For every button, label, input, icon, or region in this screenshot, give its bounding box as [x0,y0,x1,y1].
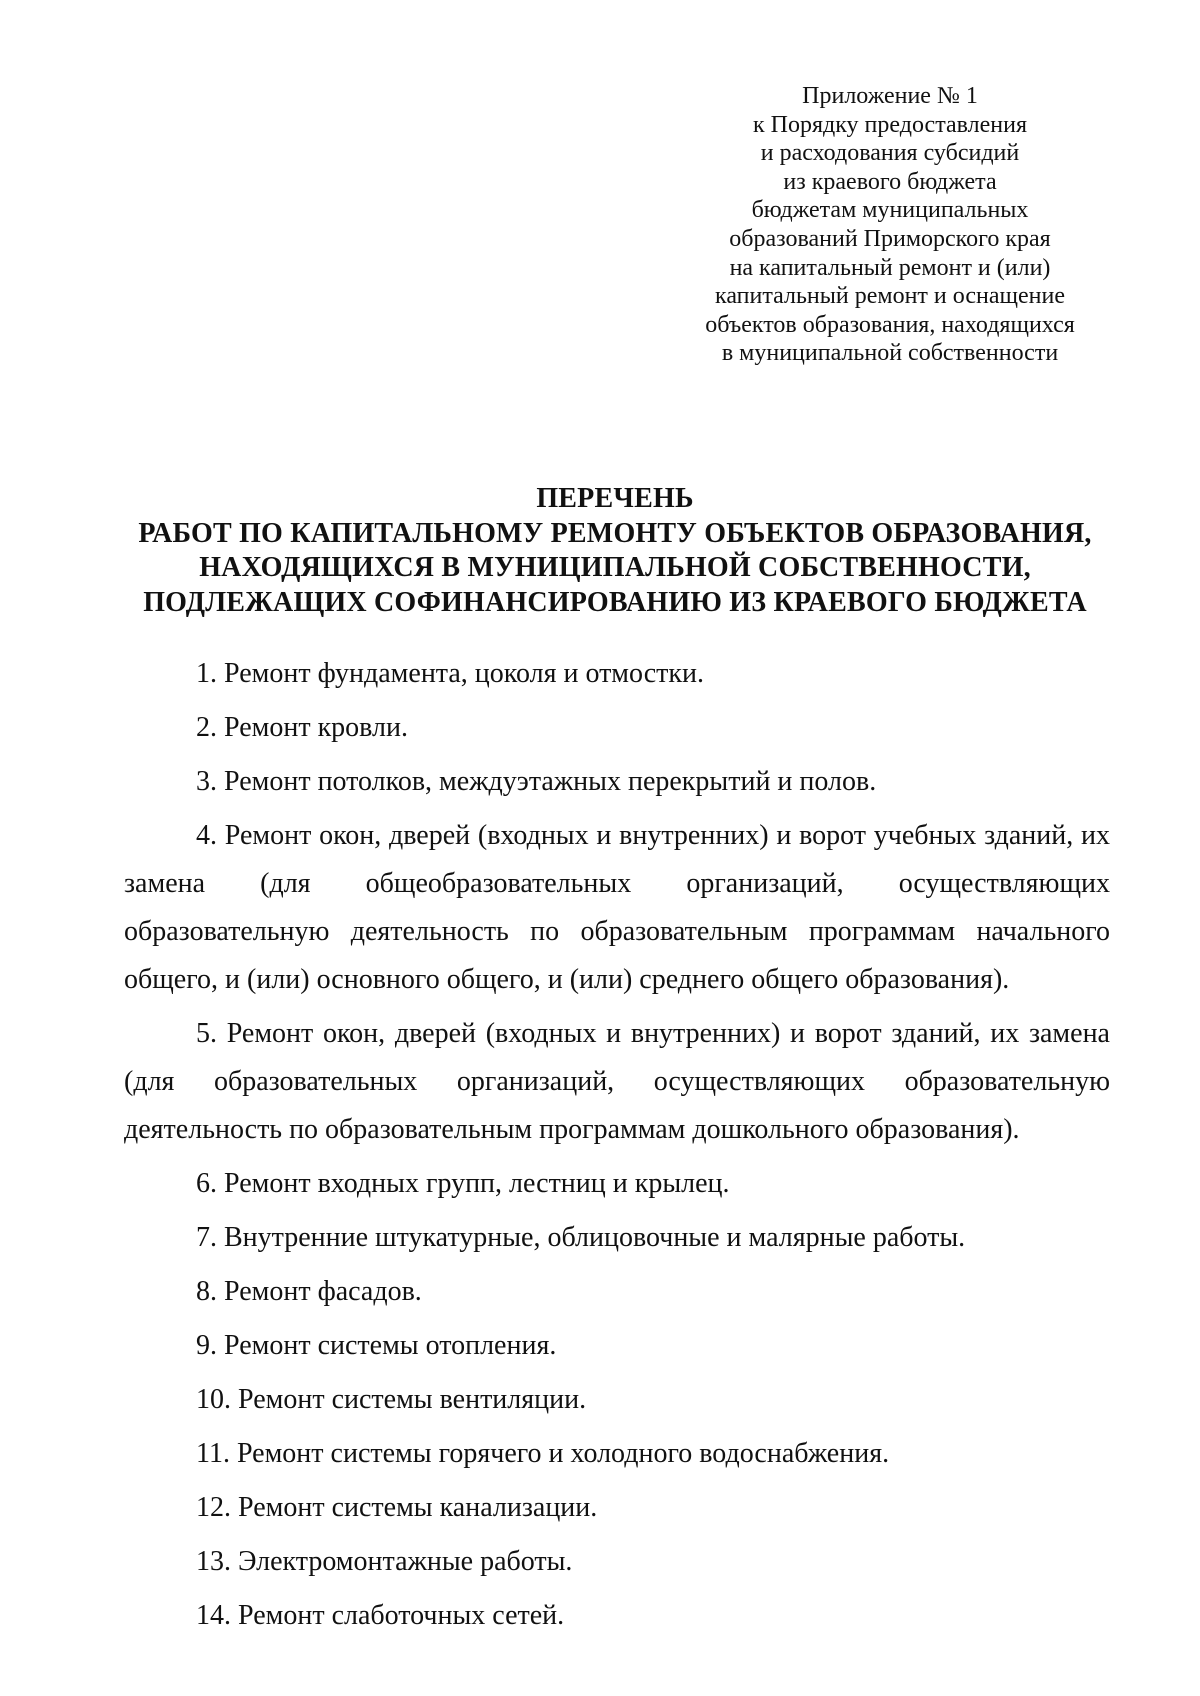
annex-line: в муниципальной собственности [721,340,1059,367]
list-item: 7. Внутренние штукатурные, облицовочные и малярные работы. [196,1222,966,1253]
list-item: 2. Ремонт кровли. [196,712,408,743]
list-item: 3. Ремонт потолков, междуэтажных перекрытий и полов. [196,766,877,797]
list-item: 14. Ремонт слаботочных сетей. [196,1600,565,1631]
annex-line: бюджетам муниципальных [751,197,1029,224]
annex-line: объектов образования, находящихся [705,311,1075,338]
list-item: 5. Ремонт окон, дверей (входных и внутренних) и ворот зданий, их замена (для образовательных организаций, осуществляющих образовательную деятельность по образовательным программам дошкольного образования). [124,1018,1110,1145]
list-item: 13. Электромонтажные работы. [196,1546,573,1577]
title-line: НАХОДЯЩИХСЯ В МУНИЦИПАЛЬНОЙ СОБСТВЕННОСТИ, [199,552,1031,583]
annex-line: на капитальный ремонт и (или) [729,254,1051,281]
work-list [124,650,1110,1646]
annex-line: из краевого бюджета [783,168,997,195]
list-item: 8. Ремонт фасадов. [196,1276,422,1307]
title-line: ПЕРЕЧЕНЬ [536,483,694,514]
annex-line: Приложение № 1 [802,83,978,109]
list-item: 11. Ремонт системы горячего и холодного водоснабжения. [196,1438,890,1469]
annex-header [690,82,1090,368]
list-item: 10. Ремонт системы вентиляции. [196,1384,587,1415]
annex-line: и расходования субсидий [760,140,1020,167]
annex-line: капитальный ремонт и оснащение [715,283,1065,310]
document-title [120,482,1110,620]
title-line: ПОДЛЕЖАЩИХ СОФИНАНСИРОВАНИЮ ИЗ КРАЕВОГО БЮДЖЕТА [143,586,1087,618]
list-item: 6. Ремонт входных групп, лестниц и крылец. [196,1168,730,1199]
list-item: 1. Ремонт фундамента, цоколя и отмостки. [196,658,704,689]
list-item: 9. Ремонт системы отопления. [196,1330,557,1361]
annex-line: образований Приморского края [729,225,1051,252]
list-item: 4. Ремонт окон, дверей (входных и внутренних) и ворот учебных зданий, их замена (для общеобразовательных организаций, осуществляющих образовательную деятельность по образовательным программам начального общего, и (или) основного общего, и (или) среднего общего образования). [124,820,1110,995]
title-line: РАБОТ ПО КАПИТАЛЬНОМУ РЕМОНТУ ОБЪЕКТОВ ОБРАЗОВАНИЯ, [138,517,1092,549]
list-item: 12. Ремонт системы канализации. [196,1492,598,1523]
annex-line: к Порядку предоставления [752,111,1027,138]
